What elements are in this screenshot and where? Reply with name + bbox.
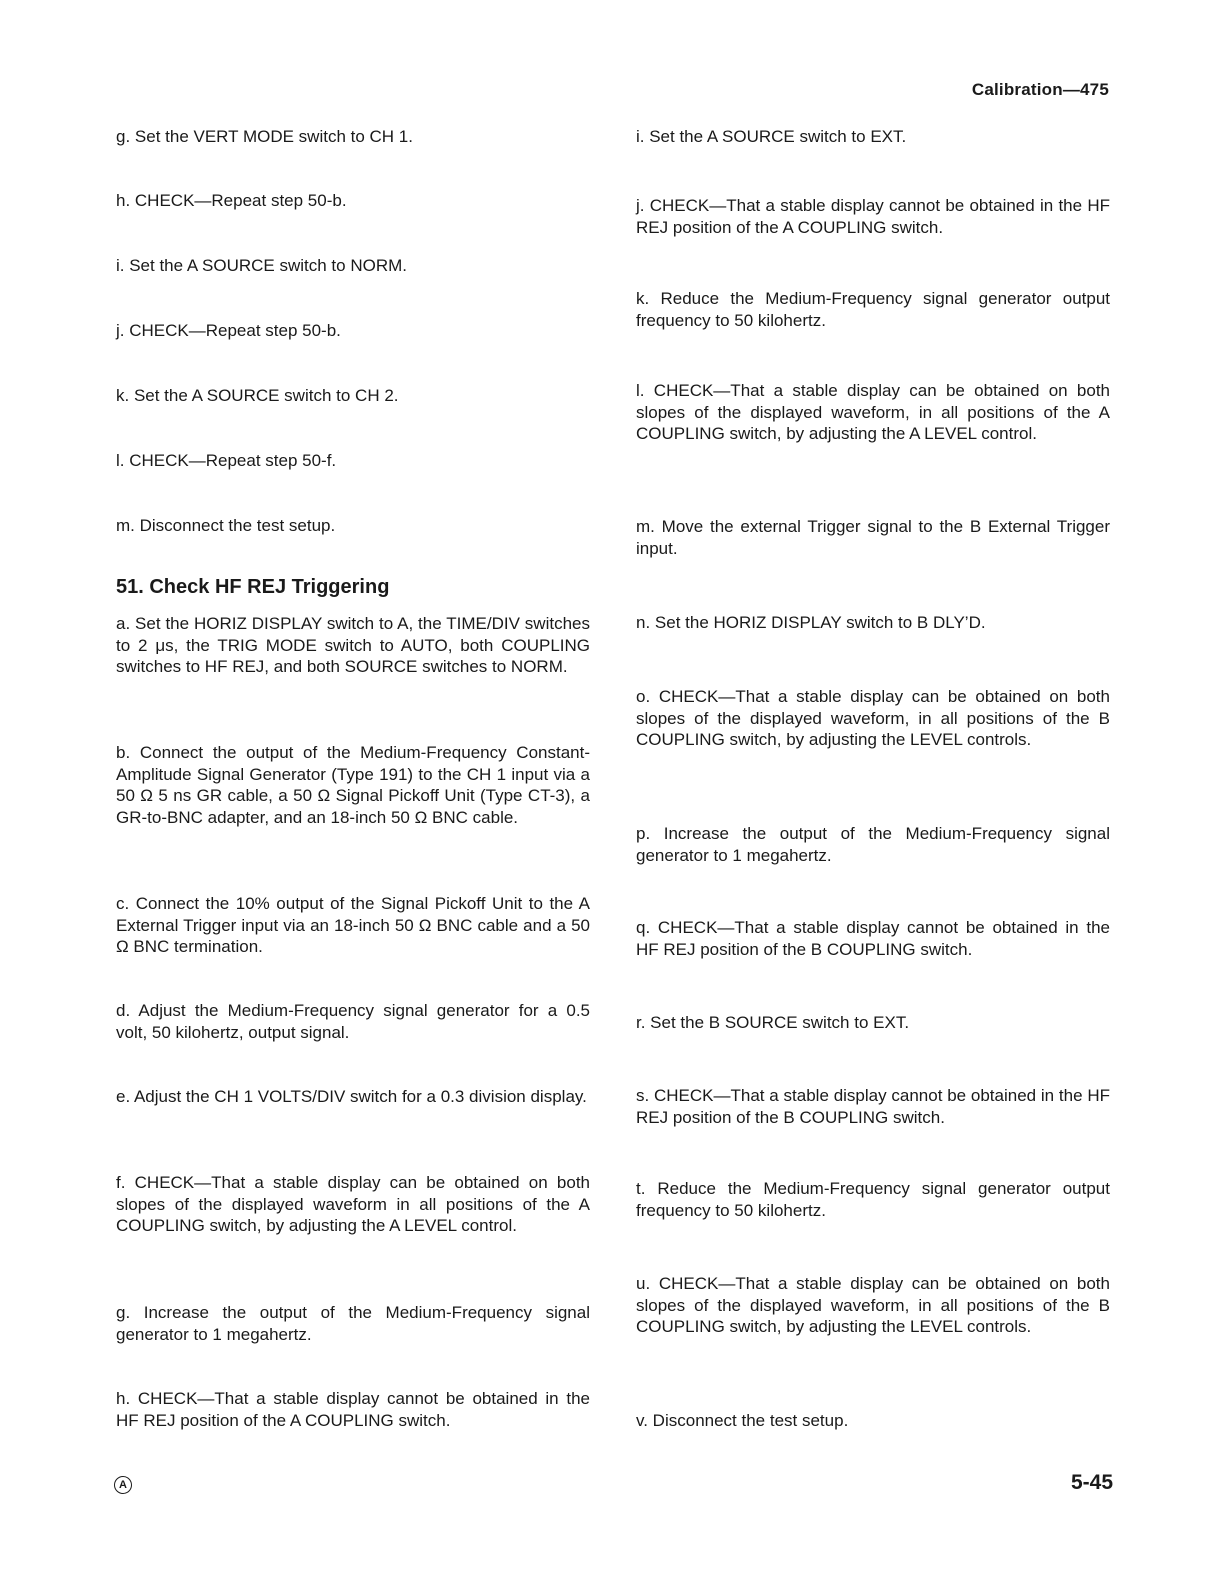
step-51-l: l. CHECK—That a stable display can be obtained on both slopes of the displayed waveform, in all positions of the A COUPLING switch, by adjusting the A LEVEL control. (636, 381, 1110, 443)
step-51-i: i. Set the A SOURCE switch to EXT. (636, 127, 907, 146)
step-51-m: m. Move the external Trigger signal to the B External Trigger input. (636, 517, 1110, 558)
step-51-n: n. Set the HORIZ DISPLAY switch to B DLY’D. (636, 613, 986, 632)
step-51-k: k. Reduce the Medium-Frequency signal generator output frequency to 50 kilohertz. (636, 289, 1110, 330)
step-51-q: q. CHECK—That a stable display cannot be obtained in the HF REJ position of the B COUPLING switch. (636, 918, 1110, 959)
page-header-title: Calibration—475 (971, 80, 1109, 99)
step-51-t: t. Reduce the Medium-Frequency signal generator output frequency to 50 kilohertz. (636, 1179, 1110, 1220)
step-51-c: c. Connect the 10% output of the Signal Pickoff Unit to the A External Trigger input via an 18-inch 50 Ω BNC cable and a 50 Ω BNC termination. (116, 894, 590, 956)
step-51-a: a. Set the HORIZ DISPLAY switch to A, the TIME/DIV switches to 2 μs, the TRIG MODE switch to AUTO, both COUPLING switches to HF REJ, and both SOURCE switches to NORM. (116, 614, 590, 676)
step-51-h: h. CHECK—That a stable display cannot be obtained in the HF REJ position of the A COUPLING switch. (116, 1389, 590, 1430)
step-50-j: j. CHECK—Repeat step 50-b. (116, 321, 341, 340)
step-51-b: b. Connect the output of the Medium-Frequency Constant-Amplitude Signal Generator (Type 191) to the CH 1 input via a 50 Ω 5 ns GR cable, a 50 Ω Signal Pickoff Unit (Type CT-3), a GR-to-BNC adapter, and an 18-inch 50 Ω BNC cable. (116, 743, 590, 827)
publisher-logo-icon: A (114, 1476, 132, 1494)
page-number: 5-45 (1070, 1471, 1113, 1494)
step-50-g: g. Set the VERT MODE switch to CH 1. (116, 127, 413, 146)
step-51-o: o. CHECK—That a stable display can be obtained on both slopes of the displayed waveform, in all positions of the B COUPLING switch, by adjusting the LEVEL controls. (636, 687, 1110, 749)
step-51-j: j. CHECK—That a stable display cannot be obtained in the HF REJ position of the A COUPLING switch. (636, 196, 1110, 237)
step-50-i: i. Set the A SOURCE switch to NORM. (116, 256, 407, 275)
step-51-u: u. CHECK—That a stable display can be obtained on both slopes of the displayed waveform, in all positions of the B COUPLING switch, by adjusting the LEVEL controls. (636, 1274, 1110, 1336)
step-51-f: f. CHECK—That a stable display can be obtained on both slopes of the displayed waveform in all positions of the A COUPLING switch, by adjusting the A LEVEL control. (116, 1173, 590, 1235)
step-50-m: m. Disconnect the test setup. (116, 516, 336, 535)
step-50-k: k. Set the A SOURCE switch to CH 2. (116, 386, 399, 405)
step-51-s: s. CHECK—That a stable display cannot be obtained in the HF REJ position of the B COUPLING switch. (636, 1086, 1110, 1127)
section-heading: 51. Check HF REJ Triggering (116, 576, 390, 598)
step-50-l: l. CHECK—Repeat step 50-f. (116, 451, 337, 470)
step-51-r: r. Set the B SOURCE switch to EXT. (636, 1013, 910, 1032)
step-51-g: g. Increase the output of the Medium-Frequency signal generator to 1 megahertz. (116, 1303, 590, 1344)
step-51-p: p. Increase the output of the Medium-Frequency signal generator to 1 megahertz. (636, 824, 1110, 865)
step-50-h: h. CHECK—Repeat step 50-b. (116, 191, 347, 210)
step-51-v: v. Disconnect the test setup. (636, 1411, 849, 1430)
step-51-d: d. Adjust the Medium-Frequency signal generator for a 0.5 volt, 50 kilohertz, output signal. (116, 1001, 590, 1042)
step-51-e: e. Adjust the CH 1 VOLTS/DIV switch for a 0.3 division display. (116, 1087, 587, 1106)
